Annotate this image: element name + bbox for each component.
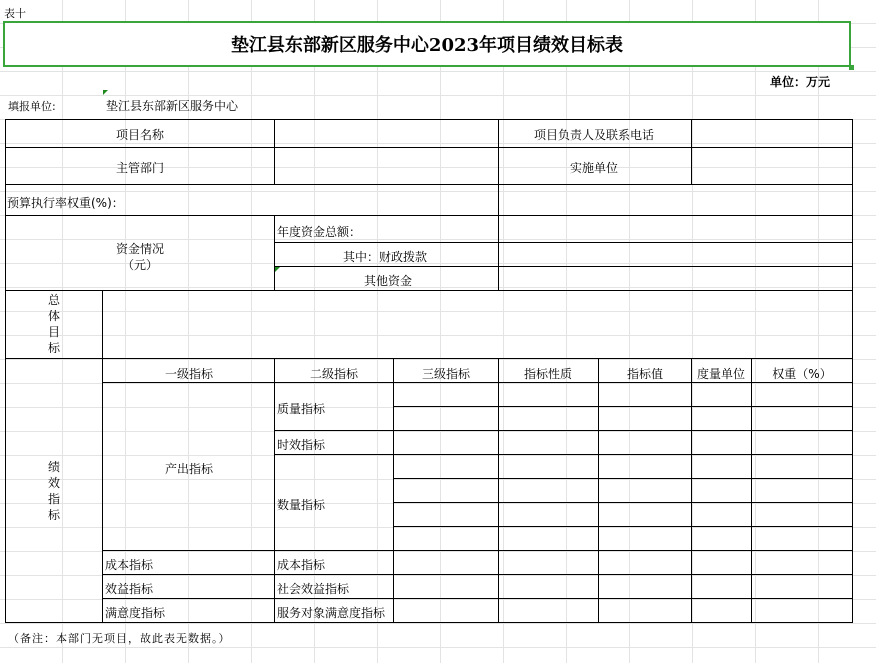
title-cell[interactable] (3, 21, 851, 67)
header-level1: 一级指标 (164, 367, 214, 381)
header-value: 指标值 (626, 367, 664, 381)
overall-goal-value[interactable] (104, 292, 851, 357)
fill-unit-value: 垫江县东部新区服务中心 (106, 99, 239, 113)
selection-fill-handle[interactable] (849, 65, 854, 70)
page-title: 垫江县东部新区服务中心2023年项目绩效目标表 (230, 35, 624, 56)
fiscal-label: 其中：财政拨款 (343, 250, 428, 264)
cost-indicator-l1: 成本指标 (105, 558, 154, 572)
output-indicator: 产出指标 (164, 462, 214, 476)
timeliness-indicator: 时效指标 (277, 438, 326, 452)
budget-weight-label: 预算执行率权重(%)： (7, 196, 124, 210)
header-level2: 二级指标 (309, 367, 359, 381)
fill-unit-label: 填报单位: (8, 100, 56, 113)
impl-unit-value[interactable] (693, 149, 851, 183)
quantity-indicator: 数量指标 (277, 498, 326, 512)
cost-indicator-l2: 成本指标 (277, 558, 326, 572)
performance-indicators-label: 绩 效 指 标 (47, 460, 60, 522)
project-contact-label: 项目负责人及联系电话 (533, 128, 655, 142)
quality-indicator: 质量指标 (277, 402, 326, 416)
project-contact-value[interactable] (693, 121, 851, 146)
supervisor-value[interactable] (276, 149, 497, 183)
header-measure-unit: 度量单位 (696, 367, 746, 381)
impl-unit-label: 实施单位 (569, 161, 619, 175)
funds-unit: （元） (121, 258, 159, 272)
header-level3: 三级指标 (421, 367, 471, 381)
annual-total-label: 年度资金总额： (277, 225, 362, 239)
project-name-value[interactable] (276, 121, 497, 146)
project-name-label: 项目名称 (115, 128, 165, 142)
cell-comment-marker (103, 90, 108, 95)
satisfaction-indicator-l1: 满意度指标 (105, 606, 166, 620)
other-funds-label: 其他资金 (364, 274, 413, 288)
footer-note: （备注：本部门无项目，故此表无数据。） (8, 632, 231, 645)
unit-label: 单位：万元 (770, 75, 831, 89)
header-weight: 权重（%） (772, 367, 832, 381)
satisfaction-indicator-l2: 服务对象满意度指标 (277, 606, 386, 620)
sheet-tag: 表十 (4, 7, 26, 20)
budget-weight-value[interactable] (500, 186, 851, 214)
overall-goal-label: 总 体 目 标 (47, 293, 60, 355)
benefit-indicator-l2: 社会效益指标 (277, 582, 350, 596)
funds-title: 资金情况 (115, 242, 165, 256)
supervisor-label: 主管部门 (115, 161, 165, 175)
cell-comment-marker (275, 267, 280, 272)
header-nature: 指标性质 (523, 367, 573, 381)
benefit-indicator-l1: 效益指标 (105, 582, 154, 596)
